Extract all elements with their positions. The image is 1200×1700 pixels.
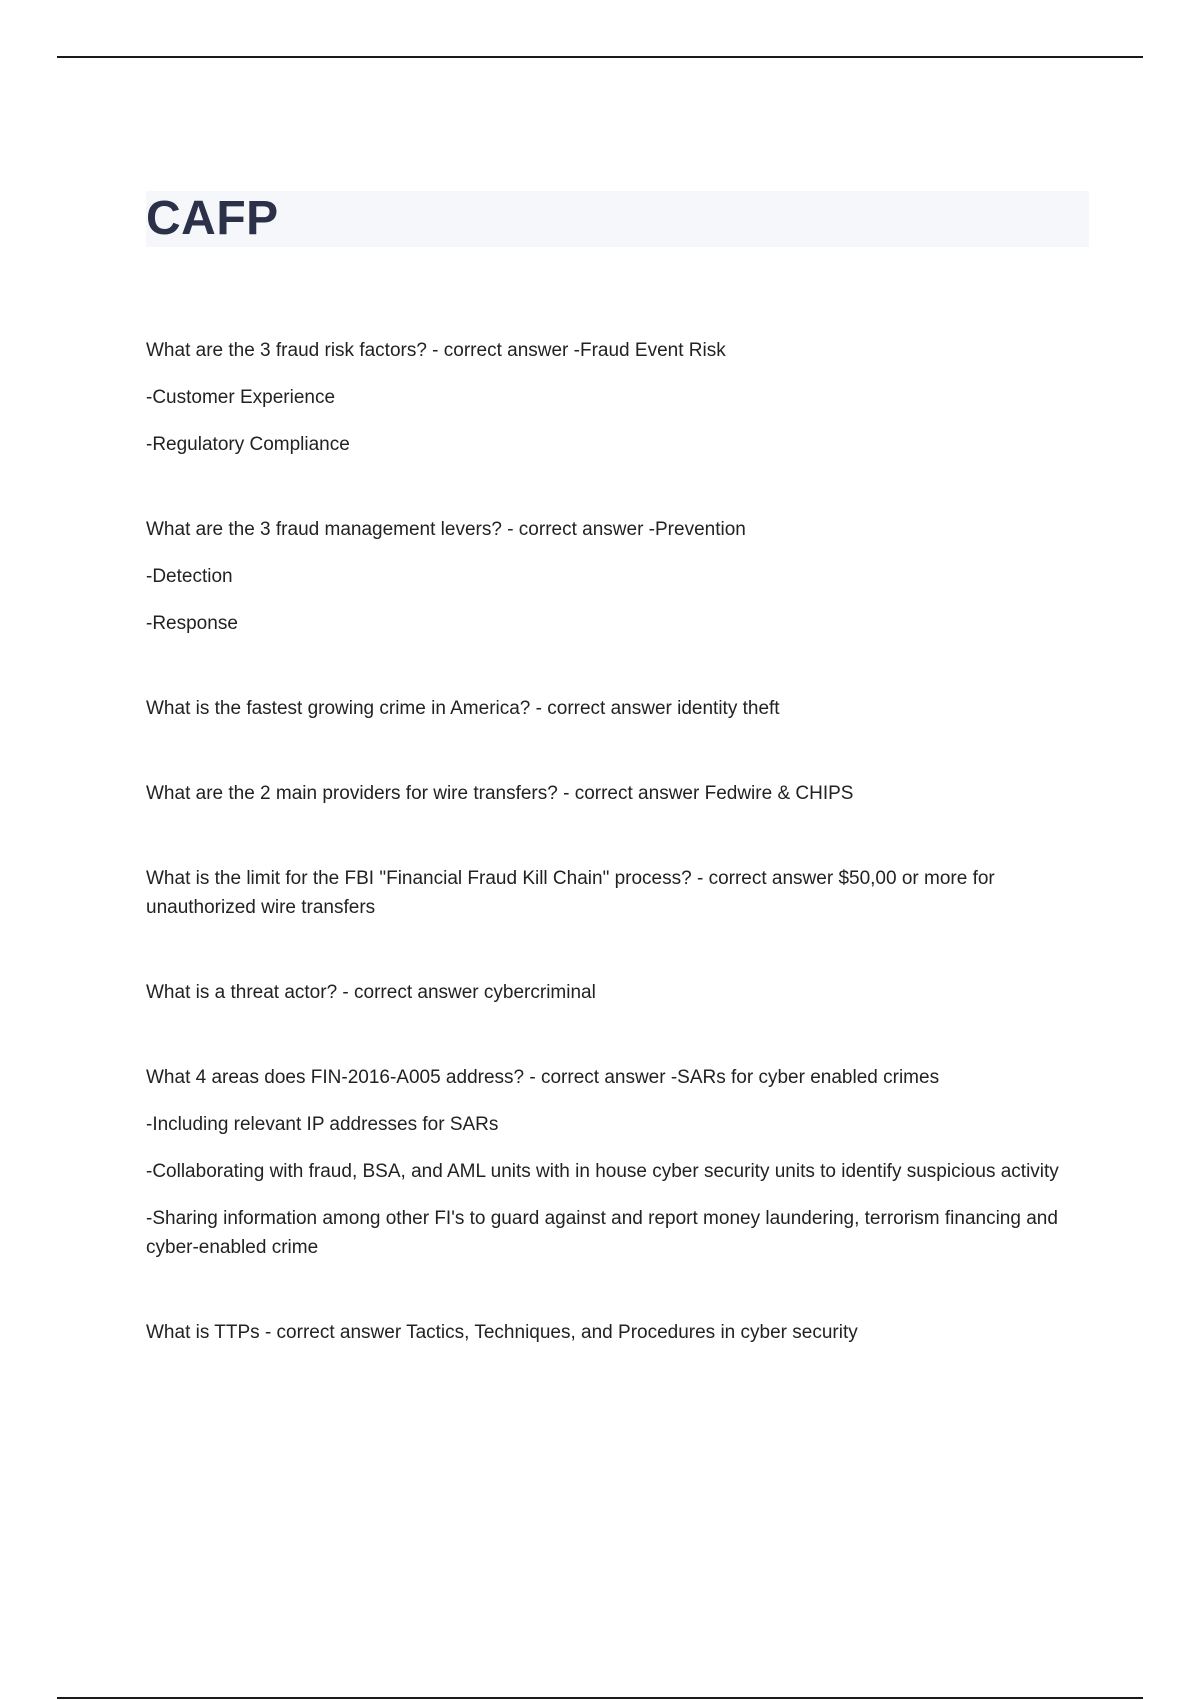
qa-item xyxy=(146,1063,1091,1262)
qa-line: What are the 3 fraud risk factors? - correct answer -Fraud Event Risk xyxy=(146,340,726,361)
qa-list xyxy=(146,336,1091,1403)
qa-item xyxy=(146,1318,1091,1347)
top-rule xyxy=(57,56,1143,58)
qa-item xyxy=(146,515,1091,638)
qa-item xyxy=(146,978,1091,1007)
qa-line: -Detection xyxy=(146,566,233,587)
qa-line: -Regulatory Compliance xyxy=(146,434,350,455)
document-title: CAFP xyxy=(146,192,279,245)
title-band xyxy=(146,191,1089,247)
qa-line: What is TTPs - correct answer Tactics, Techniques, and Procedures in cyber security xyxy=(146,1322,858,1343)
qa-line: What are the 2 main providers for wire transfers? - correct answer Fedwire & CHIPS xyxy=(146,783,854,804)
qa-item xyxy=(146,779,1091,808)
qa-item xyxy=(146,864,1091,922)
qa-item xyxy=(146,694,1091,723)
qa-line: -Sharing information among other FI's to guard against and report money laundering, terrorism financing and cyber-enabled crime xyxy=(146,1208,1058,1258)
qa-line: -Response xyxy=(146,613,238,634)
qa-line: What 4 areas does FIN-2016-A005 address? - correct answer -SARs for cyber enabled crimes xyxy=(146,1067,940,1088)
qa-line: -Customer Experience xyxy=(146,387,336,408)
qa-line: What is the limit for the FBI "Financial Fraud Kill Chain" process? - correct answer $50,00 or more for unauthorized wire transfers xyxy=(146,868,995,918)
qa-line: What is the fastest growing crime in America? - correct answer identity theft xyxy=(146,698,780,719)
qa-line: -Collaborating with fraud, BSA, and AML units with in house cyber security units to identify suspicious activity xyxy=(146,1161,1059,1182)
qa-line: What is a threat actor? - correct answer cybercriminal xyxy=(146,982,596,1003)
bottom-rule xyxy=(57,1697,1143,1699)
qa-item xyxy=(146,336,1091,459)
qa-line: What are the 3 fraud management levers? - correct answer -Prevention xyxy=(146,519,746,540)
qa-line: -Including relevant IP addresses for SARs xyxy=(146,1114,499,1135)
